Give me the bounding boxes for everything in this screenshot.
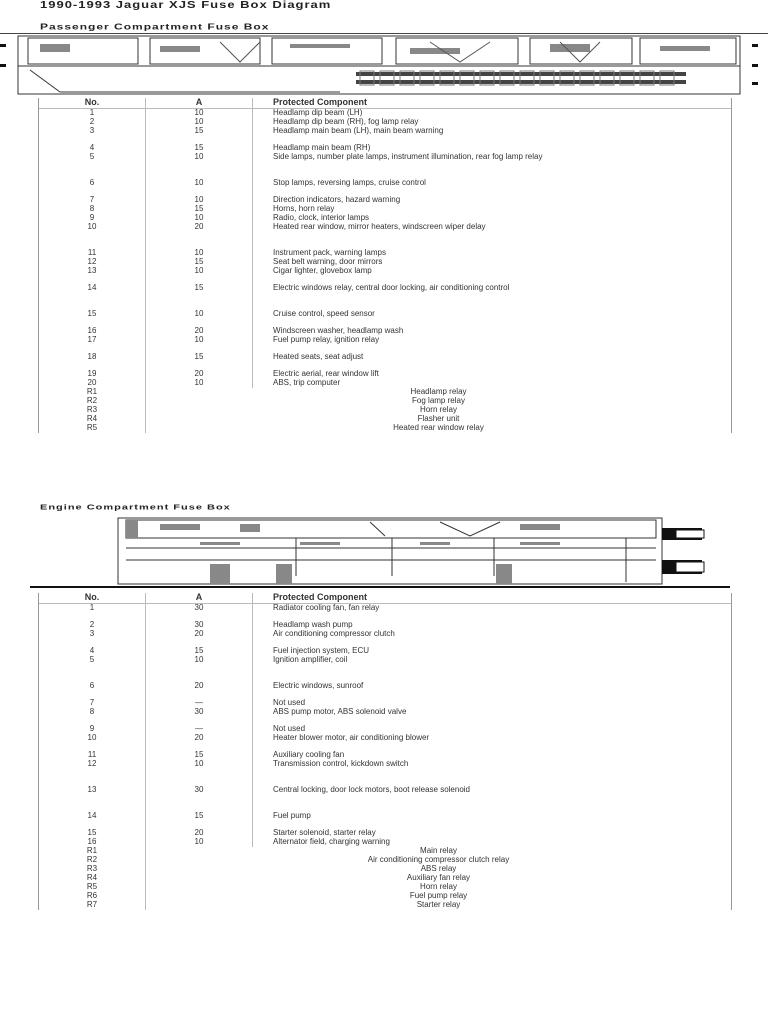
note-no: R5	[39, 424, 146, 433]
cell-no: 15	[39, 310, 146, 327]
note-text: Fuel pump relay	[409, 891, 468, 900]
table-row	[39, 708, 731, 725]
cell-amps: 20	[146, 370, 253, 379]
cell-amps: 10	[146, 179, 253, 196]
table-row	[39, 838, 731, 847]
passenger-fuse-table	[38, 98, 732, 433]
cell-amps: 10	[146, 656, 253, 682]
cell-no: 10	[39, 223, 146, 249]
cell-no: 11	[39, 249, 146, 258]
cell-circuit: Instrument pack, warning lamps	[273, 248, 386, 257]
engine-notes	[39, 847, 731, 910]
cell-circuit: Direction indicators, hazard warning	[273, 195, 401, 204]
cell-circuit: Alternator field, charging warning	[273, 837, 390, 846]
cell-circuit: Cruise control, speed sensor	[273, 309, 375, 318]
cell-no: 8	[39, 708, 146, 725]
note-row	[39, 874, 731, 883]
passenger-table-body	[39, 109, 731, 388]
cell-no: 9	[39, 725, 146, 734]
engine-table-body	[39, 604, 731, 847]
note-no: R5	[39, 883, 146, 892]
cell-amps: 10	[146, 214, 253, 223]
cell-no: 3	[39, 127, 146, 144]
note-text: Heated rear window relay	[393, 423, 484, 432]
cell-amps: 10	[146, 310, 253, 327]
cell-circuit: Heater blower motor, air conditioning blower	[273, 733, 430, 742]
cell-circuit: Heated seats, seat adjust	[273, 352, 364, 361]
cell-circuit: Headlamp dip beam (RH), fog lamp relay	[273, 117, 419, 126]
passenger-notes	[39, 388, 731, 433]
cell-amps: 15	[146, 647, 253, 656]
cell-circuit: Air conditioning compressor clutch	[273, 629, 395, 638]
cell-amps: —	[146, 725, 253, 734]
cell-no: 1	[39, 604, 146, 621]
note-no: R4	[39, 874, 146, 883]
note-row	[39, 397, 731, 406]
cell-no: 1	[39, 109, 146, 118]
cell-circuit: Fuel pump relay, ignition relay	[273, 335, 380, 344]
table-row	[39, 267, 731, 284]
note-row	[39, 388, 731, 397]
cell-no: 16	[39, 327, 146, 336]
cell-amps: 15	[146, 144, 253, 153]
cell-amps: 10	[146, 153, 253, 179]
cell-circuit: Seat belt warning, door mirrors	[273, 257, 383, 266]
cell-no: 14	[39, 284, 146, 310]
cell-circuit: Ignition amplifier, coil	[273, 655, 348, 664]
cell-amps: 20	[146, 682, 253, 699]
cell-amps: 20	[146, 630, 253, 647]
cell-amps: 10	[146, 109, 253, 118]
header-amps: A	[146, 98, 253, 108]
cell-amps: 20	[146, 734, 253, 751]
cell-circuit: Fuel injection system, ECU	[273, 646, 370, 655]
cell-amps: 30	[146, 621, 253, 630]
note-text: Auxiliary fan relay	[406, 873, 471, 882]
table-row	[39, 336, 731, 353]
table-row	[39, 760, 731, 786]
table-row	[39, 812, 731, 829]
table-row	[39, 196, 731, 205]
cell-circuit: Auxiliary cooling fan	[273, 750, 345, 759]
cell-circuit: Headlamp main beam (LH), main beam warning	[273, 126, 444, 135]
note-row	[39, 415, 731, 424]
passenger-fusebox-drawing	[0, 34, 768, 96]
cell-no: 13	[39, 267, 146, 284]
cell-amps: 10	[146, 196, 253, 205]
note-no: R3	[39, 865, 146, 874]
cell-no: 7	[39, 196, 146, 205]
cell-no: 14	[39, 812, 146, 829]
cell-no: 8	[39, 205, 146, 214]
cell-amps: 30	[146, 708, 253, 725]
cell-circuit: Headlamp wash pump	[273, 620, 353, 629]
note-no: R1	[39, 847, 146, 856]
table-row	[39, 379, 731, 388]
cell-circuit: Central locking, door lock motors, boot release solenoid	[273, 785, 470, 794]
cell-amps: 15	[146, 751, 253, 760]
note-no: R3	[39, 406, 146, 415]
table-row	[39, 310, 731, 327]
cell-no: 15	[39, 829, 146, 838]
note-text: Air conditioning compressor clutch relay	[367, 855, 510, 864]
cell-amps: 20	[146, 223, 253, 249]
note-text: Main relay	[420, 846, 457, 855]
passenger-fusebox-diagram	[0, 33, 768, 96]
note-text: Fog lamp relay	[412, 396, 465, 405]
cell-no: 2	[39, 118, 146, 127]
cell-circuit: Cigar lighter, glovebox lamp	[273, 266, 372, 275]
cell-amps: 10	[146, 336, 253, 353]
cell-no: 5	[39, 153, 146, 179]
cell-no: 10	[39, 734, 146, 751]
header-circuit: Protected Component	[273, 97, 368, 107]
note-row	[39, 865, 731, 874]
table-row	[39, 370, 731, 379]
cell-no: 13	[39, 786, 146, 812]
table-row	[39, 630, 731, 647]
cell-circuit: Not used	[273, 724, 306, 733]
note-row	[39, 883, 731, 892]
note-no: R2	[39, 856, 146, 865]
cell-circuit: Transmission control, kickdown switch	[273, 759, 409, 768]
note-text: Horn relay	[420, 405, 457, 414]
passenger-section-title: Passenger Compartment Fuse Box	[40, 22, 270, 32]
table-header	[39, 593, 731, 604]
table-row	[39, 353, 731, 370]
table-row	[39, 249, 731, 258]
engine-fusebox-drawing	[0, 516, 768, 588]
note-text: ABS relay	[420, 864, 457, 873]
note-no: R2	[39, 397, 146, 406]
table-row	[39, 205, 731, 214]
cell-circuit: Windscreen washer, headlamp wash	[273, 326, 404, 335]
table-row	[39, 284, 731, 310]
cell-no: 2	[39, 621, 146, 630]
cell-circuit: ABS pump motor, ABS solenoid valve	[273, 707, 407, 716]
cell-circuit: Headlamp dip beam (LH)	[273, 108, 363, 117]
cell-circuit: Starter solenoid, starter relay	[273, 828, 376, 837]
cell-no: 6	[39, 179, 146, 196]
cell-no: 5	[39, 656, 146, 682]
note-row	[39, 406, 731, 415]
cell-amps: 30	[146, 604, 253, 621]
note-text: Headlamp relay	[410, 387, 467, 396]
cell-circuit: Not used	[273, 698, 306, 707]
note-text: Horn relay	[420, 882, 457, 891]
note-row	[39, 901, 731, 910]
cell-amps: —	[146, 699, 253, 708]
cell-no: 12	[39, 760, 146, 786]
header-circuit: Protected Component	[273, 592, 368, 602]
note-no: R7	[39, 901, 146, 910]
note-row	[39, 856, 731, 865]
cell-no: 19	[39, 370, 146, 379]
header-no: No.	[39, 98, 146, 108]
cell-no: 16	[39, 838, 146, 847]
cell-circuit: ABS, trip computer	[273, 378, 341, 387]
cell-circuit: Fuel pump	[273, 811, 311, 820]
table-row	[39, 179, 731, 196]
cell-circuit: Radio, clock, interior lamps	[273, 213, 370, 222]
note-no: R4	[39, 415, 146, 424]
cell-circuit: Stop lamps, reversing lamps, cruise control	[273, 178, 426, 187]
cell-amps: 15	[146, 353, 253, 370]
table-row	[39, 258, 731, 267]
table-row	[39, 327, 731, 336]
table-row	[39, 127, 731, 144]
note-row	[39, 892, 731, 901]
table-row	[39, 153, 731, 179]
engine-fuse-table	[38, 593, 732, 910]
cell-amps: 10	[146, 249, 253, 258]
cell-amps: 15	[146, 205, 253, 214]
table-row	[39, 682, 731, 699]
note-no: R1	[39, 388, 146, 397]
table-row	[39, 734, 731, 751]
table-row	[39, 604, 731, 621]
cell-amps: 30	[146, 786, 253, 812]
cell-circuit: Electric windows, sunroof	[273, 681, 364, 690]
cell-no: 3	[39, 630, 146, 647]
page-title: 1990-1993 Jaguar XJS Fuse Box Diagram	[40, 0, 332, 11]
cell-amps: 10	[146, 267, 253, 284]
note-no: R6	[39, 892, 146, 901]
cell-no: 12	[39, 258, 146, 267]
cell-circuit: Horns, horn relay	[273, 204, 335, 213]
cell-amps: 20	[146, 829, 253, 838]
cell-no: 11	[39, 751, 146, 760]
engine-section-title: Engine Compartment Fuse Box	[40, 503, 231, 512]
cell-amps: 10	[146, 118, 253, 127]
cell-no: 20	[39, 379, 146, 388]
cell-amps: 10	[146, 838, 253, 847]
table-row	[39, 647, 731, 656]
cell-amps: 15	[146, 127, 253, 144]
cell-no: 18	[39, 353, 146, 370]
cell-no: 4	[39, 144, 146, 153]
note-text: Flasher unit	[417, 414, 460, 423]
header-amps: A	[146, 593, 253, 603]
cell-no: 17	[39, 336, 146, 353]
cell-circuit: Side lamps, number plate lamps, instrument illumination, rear fog lamp relay	[273, 152, 543, 161]
cell-circuit: Headlamp main beam (RH)	[273, 143, 371, 152]
cell-circuit: Radiator cooling fan, fan relay	[273, 603, 380, 612]
cell-no: 6	[39, 682, 146, 699]
cell-amps: 15	[146, 284, 253, 310]
cell-no: 9	[39, 214, 146, 223]
table-row	[39, 656, 731, 682]
cell-amps: 20	[146, 327, 253, 336]
note-row	[39, 424, 731, 433]
cell-amps: 15	[146, 812, 253, 829]
header-no: No.	[39, 593, 146, 603]
table-header	[39, 98, 731, 109]
cell-amps: 15	[146, 258, 253, 267]
cell-amps: 10	[146, 760, 253, 786]
cell-no: 7	[39, 699, 146, 708]
cell-amps: 10	[146, 379, 253, 388]
table-row	[39, 223, 731, 249]
cell-no: 4	[39, 647, 146, 656]
note-text: Starter relay	[416, 900, 461, 909]
engine-fusebox-diagram	[0, 516, 768, 588]
cell-circuit: Heated rear window, mirror heaters, windscreen wiper delay	[273, 222, 486, 231]
cell-circuit: Electric aerial, rear window lift	[273, 369, 379, 378]
table-row	[39, 786, 731, 812]
cell-circuit: Electric windows relay, central door locking, air conditioning control	[273, 283, 510, 292]
